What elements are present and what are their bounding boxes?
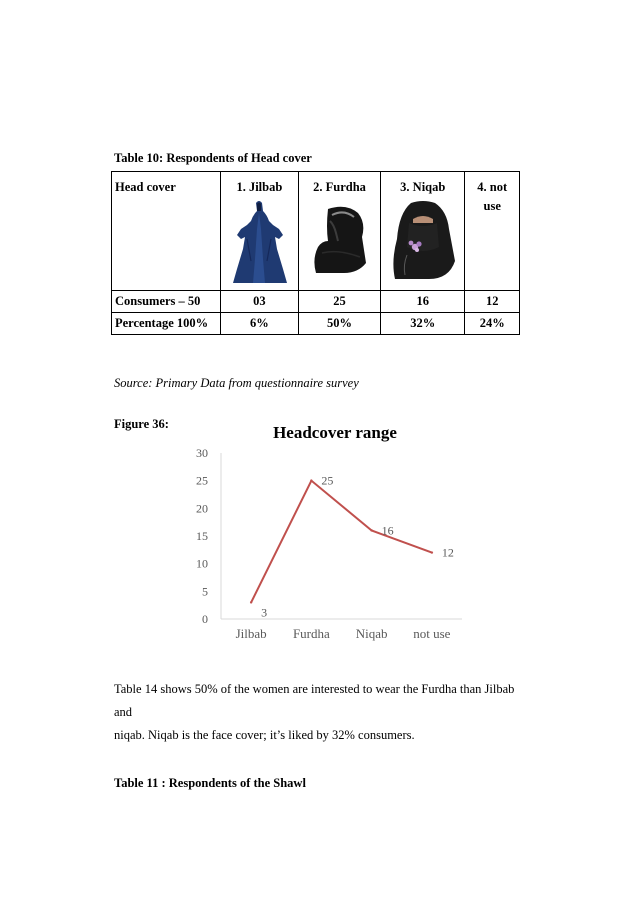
header-cell-furdha: 2. Furdha <box>298 172 380 291</box>
table-cell: 03 <box>220 291 298 313</box>
headcover-chart <box>160 416 500 648</box>
table-cell: 24% <box>465 313 520 335</box>
data-label: 16 <box>381 523 394 538</box>
x-tick-label: Furdha <box>292 626 330 641</box>
source-note: Source: Primary Data from questionnaire survey <box>114 376 359 390</box>
header-cell-jilbab: 1. Jilbab <box>220 172 298 291</box>
jilbab-image <box>229 199 289 287</box>
table-cell: Percentage 100% <box>112 313 221 335</box>
table-cell: 25 <box>298 291 380 313</box>
header-cell-headcover: Head cover <box>112 172 221 291</box>
table11-title: Table 11 : Respondents of the Shawl <box>114 776 306 790</box>
data-label: 12 <box>441 545 454 560</box>
header-cell-not-use: 4. not use <box>465 172 520 291</box>
body-paragraph <box>114 678 534 747</box>
chart-title: Headcover range <box>273 423 397 442</box>
y-tick-label: 15 <box>196 529 208 543</box>
data-point <box>431 551 433 553</box>
data-point <box>370 529 372 531</box>
data-label: 3 <box>261 605 268 620</box>
data-point <box>310 479 312 481</box>
furdha-image <box>308 203 372 275</box>
table-cell: 12 <box>465 291 520 313</box>
table-cell: 32% <box>381 313 465 335</box>
y-tick-label: 0 <box>202 612 208 626</box>
niqab-image <box>389 199 457 281</box>
figure-label: Figure 36: <box>114 417 169 431</box>
table-cell: Consumers – 50 <box>112 291 221 313</box>
y-tick-label: 30 <box>196 446 208 460</box>
table-row <box>112 313 520 335</box>
x-tick-label: not use <box>413 626 451 641</box>
x-tick-label: Jilbab <box>235 626 267 641</box>
table-cell: 16 <box>381 291 465 313</box>
data-label: 25 <box>321 473 334 488</box>
series-line <box>251 481 432 603</box>
table-row <box>112 291 520 313</box>
paragraph-line: Table 14 shows 50% of the women are interested to wear the Furdha than Jilbab and <box>114 682 515 719</box>
data-point <box>250 601 252 603</box>
y-tick-label: 25 <box>196 473 208 488</box>
header-cell-niqab: 3. Niqab <box>381 172 465 291</box>
table-header-row <box>112 172 520 291</box>
y-tick-label: 5 <box>202 584 208 599</box>
table-cell: 6% <box>220 313 298 335</box>
paragraph-line: niqab. Niqab is the face cover; it’s liked by 32% consumers. <box>114 728 415 742</box>
table10-title: Table 10: Respondents of Head cover <box>114 151 312 165</box>
x-tick-label: Niqab <box>355 626 388 641</box>
headcover-table <box>111 171 520 335</box>
table-cell: 50% <box>298 313 380 335</box>
y-tick-label: 10 <box>196 556 208 571</box>
y-tick-label: 20 <box>196 501 208 516</box>
